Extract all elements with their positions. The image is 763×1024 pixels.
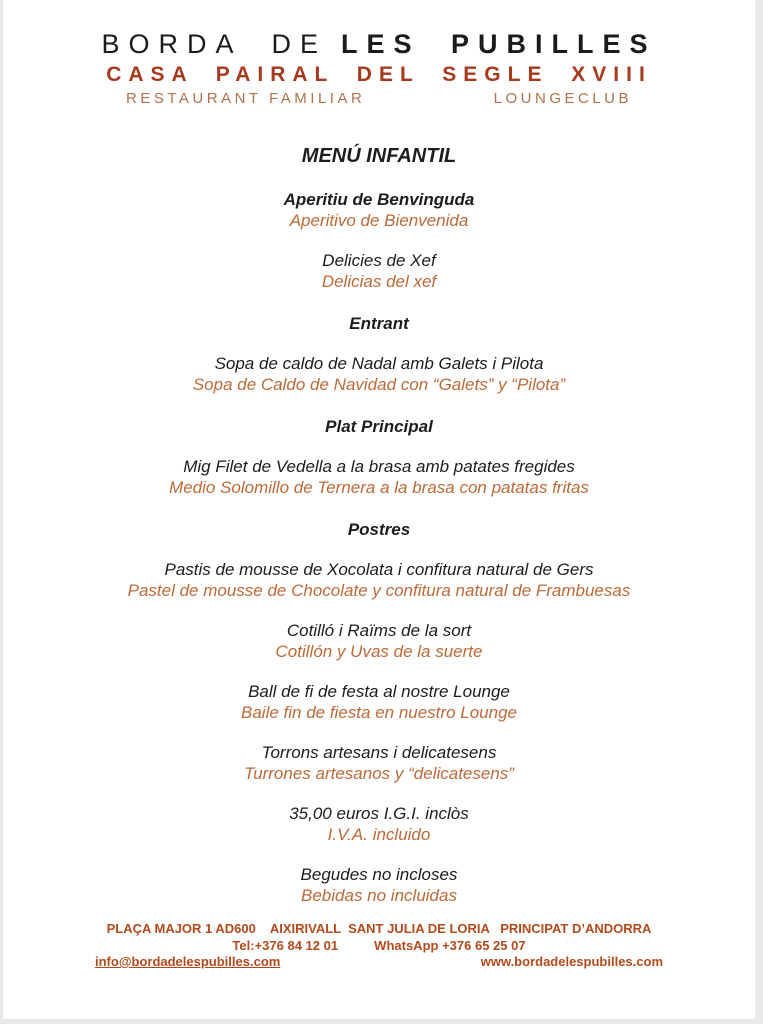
menu-item-ca: Torrons artesans i delicatesens	[261, 743, 497, 762]
menu-drinks-ca: Begudes no incloses	[300, 865, 458, 884]
brand-name-regular: BORDA DE	[101, 29, 327, 59]
brand-title	[3, 30, 755, 58]
menu-block-ball	[3, 681, 755, 723]
menu-section-postres	[3, 519, 755, 540]
menu-item-ca: Ball de fi de festa al nostre Lounge	[248, 682, 510, 701]
menu-section-header-es: Aperitivo de Bienvenida	[289, 211, 469, 230]
menu-price-es: I.V.A. incluido	[327, 825, 431, 844]
menu-item-es: Pastel de mousse de Chocolate y confitura natural de Frambuesas	[127, 581, 631, 600]
brand-header	[3, 30, 755, 109]
menu-item-es: Delicias del xef	[321, 272, 437, 291]
menu-block-torrons	[3, 742, 755, 784]
menu-title: MENÚ INFANTIL	[301, 145, 457, 167]
menu-item-ca: Pastis de mousse de Xocolata i confitura natural de Gers	[164, 560, 594, 579]
menu-item-es: Medio Solomillo de Ternera a la brasa con patatas fritas	[169, 478, 589, 497]
menu-block-pastis	[3, 559, 755, 601]
footer-website: www.bordadelespubilles.com	[480, 954, 663, 969]
menu-section-header-ca: Postres	[347, 520, 411, 539]
footer-phones: Tel:+376 84 12 01 WhatsApp +376 65 25 07	[232, 937, 526, 953]
menu-item-es: Cotillón y Uvas de la suerte	[275, 642, 483, 661]
menu-block-price	[3, 803, 755, 845]
menu-item-ca: Cotilló i Raïms de la sort	[286, 621, 472, 640]
footer-contacts	[95, 954, 663, 971]
tagline-loungeclub: LOUNGECLUB	[493, 90, 632, 107]
menu-block-filet	[3, 456, 755, 498]
menu-item-ca: Mig Filet de Vedella a la brasa amb patates fregides	[183, 457, 575, 476]
footer	[3, 921, 755, 971]
menu-section-header-ca: Aperitiu de Benvinguda	[283, 190, 475, 209]
menu-block-cotillo	[3, 620, 755, 662]
document-page	[3, 0, 755, 1019]
menu-section-header-ca: Entrant	[349, 314, 409, 333]
menu-item-es: Turrones artesanos y “delicatesens”	[244, 764, 514, 783]
menu-item-ca: Sopa de caldo de Nadal amb Galets i Pilota	[214, 354, 544, 373]
menu-section-entrant	[3, 313, 755, 334]
menu-item-es: Baile fin de fiesta en nuestro Lounge	[241, 703, 517, 722]
menu-item-es: Sopa de Caldo de Navidad con “Galets” y “Pilota”	[192, 375, 566, 394]
footer-email-link[interactable]: info@bordadelespubilles.com	[95, 954, 281, 969]
menu-block-sopa	[3, 353, 755, 395]
footer-address: PLAÇA MAJOR 1 AD600 AIXIRIVALL SANT JULIA DE LORIA PRINCIPAT D’ANDORRA	[106, 921, 652, 936]
menu-section-plat-principal	[3, 416, 755, 437]
menu-drinks-es: Bebidas no incluidas	[301, 886, 457, 905]
menu-block-drinks	[3, 864, 755, 906]
menu-price-ca: 35,00 euros I.G.I. inclòs	[289, 804, 469, 823]
brand-name-bold: LES PUBILLES	[341, 29, 657, 59]
brand-tagline	[126, 89, 632, 109]
menu-block-aperitif	[3, 189, 755, 231]
menu-block-delicies	[3, 250, 755, 292]
menu-section-header-ca: Plat Principal	[325, 417, 433, 436]
tagline-restaurant: RESTAURANT FAMILIAR	[126, 90, 366, 107]
menu-item-ca: Delicies de Xef	[322, 251, 436, 270]
brand-subtitle: CASA PAIRAL DEL SEGLE XVIII	[106, 63, 652, 86]
